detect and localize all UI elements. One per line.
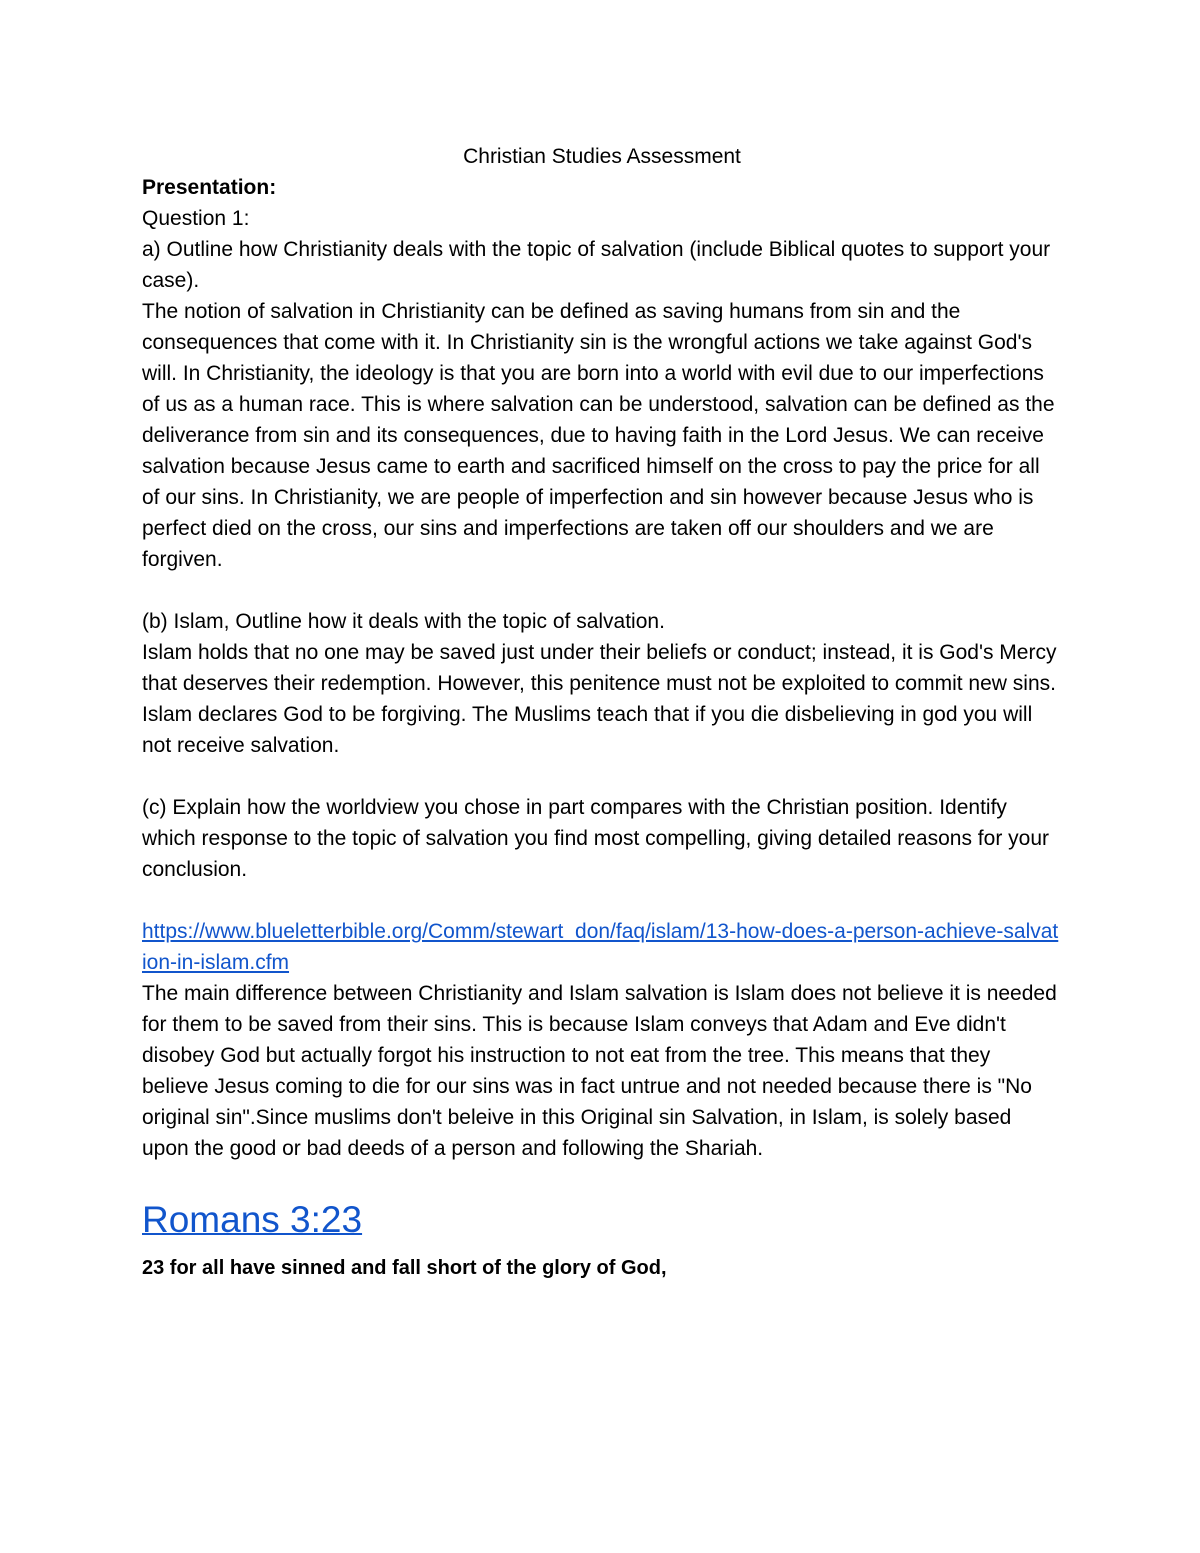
part-b-answer: Islam holds that no one may be saved just under their beliefs or conduct; instead, it is God's Mercy that deserves their redemption. However, this penitence must not be exploited to commit new sins. Islam declares God to be forgiving. The Muslims teach that if you die disbelieving in god you will not receive salvation. xyxy=(142,641,1057,757)
part-b-prompt: (b) Islam, Outline how it deals with the topic of salvation. xyxy=(142,610,665,633)
part-c-answer: The main difference between Christianity and Islam salvation is Islam does not believe it is needed for them to be saved from their sins. This is because Islam conveys that Adam and Eve didn't disobey God but actually forgot his instruction to not eat from the tree. This means that they believe Jesus coming to die for our sins was in fact untrue and not needed because there is "No original sin".Since muslims don't beleive in this Original sin Salvation, in Islam, is solely based upon the good or bad deeds of a person and following the Shariah. xyxy=(142,982,1057,1160)
document-title: Christian Studies Assessment xyxy=(463,145,741,168)
part-c-prompt: (c) Explain how the worldview you chose in part compares with the Christian position. Identify which response to the topic of salvation you find most compelling, giving detailed reasons for your conclusion. xyxy=(142,796,1049,881)
paragraph-spacer xyxy=(142,575,1062,606)
source-link[interactable]: https://www.blueletterbible.org/Comm/stewart_don/faq/islam/13-how-does-a-person-achieve-salvation-in-islam.cfm xyxy=(142,920,1059,974)
part-a-answer: The notion of salvation in Christianity can be defined as saving humans from sin and the consequences that come with it. In Christianity sin is the wrongful actions we take against God's will. In Christianity, the ideology is that you are born into a world with evil due to our imperfections of us as a human race. This is where salvation can be understood, salvation can be defined as the deliverance from sin and its consequences, due to having faith in the Lord Jesus. We can receive salvation because Jesus came to earth and sacrificed himself on the cross to pay the price for all of our sins. In Christianity, we are people of imperfection and sin however because Jesus who is perfect died on the cross, our sins and imperfections are taken off our shoulders and we are forgiven. xyxy=(142,300,1055,571)
part-a-prompt: a) Outline how Christianity deals with the topic of salvation (include Biblical quotes to support your case). xyxy=(142,238,1051,292)
paragraph-spacer xyxy=(142,761,1062,792)
document-page xyxy=(142,140,1062,1282)
paragraph-spacer xyxy=(142,885,1062,916)
section-label: Presentation: xyxy=(142,176,277,199)
verse-text: 23 for all have sinned and fall short of the glory of God, xyxy=(142,1257,667,1279)
question-label: Question 1: xyxy=(142,207,250,230)
verse-reference-link[interactable]: Romans 3:23 xyxy=(142,1199,363,1240)
